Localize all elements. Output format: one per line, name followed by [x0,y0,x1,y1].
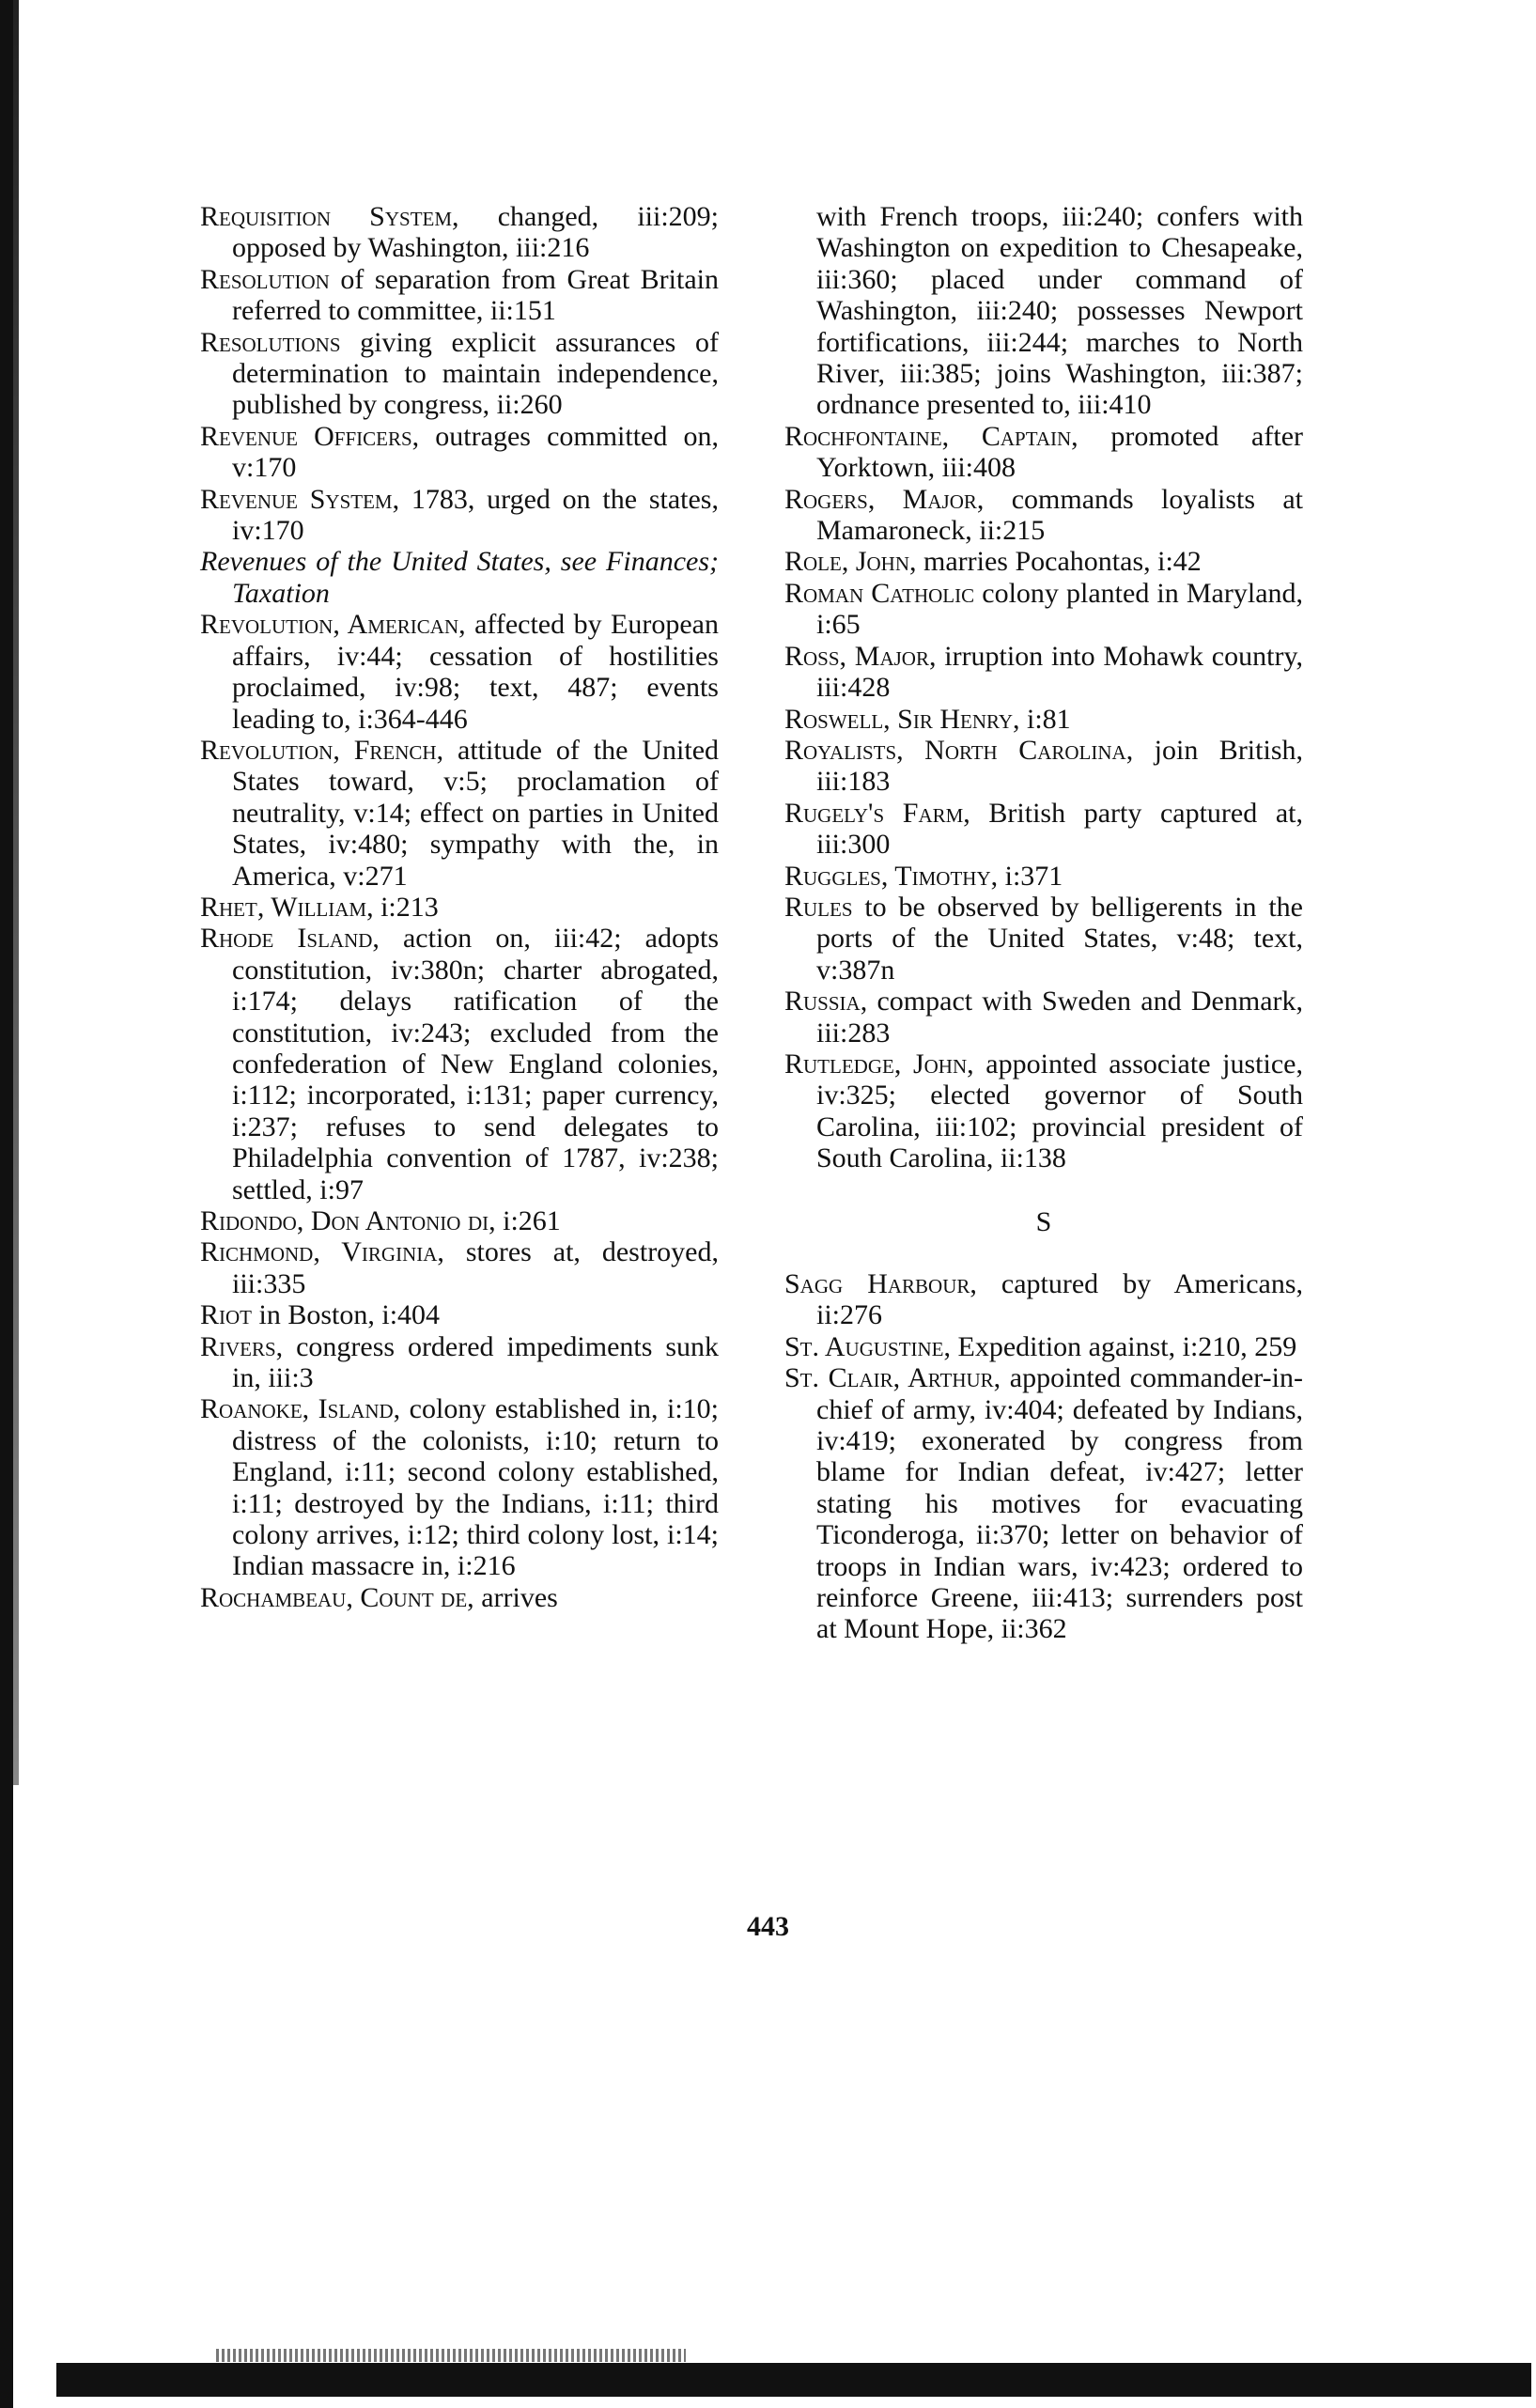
entry-heading: Requisition System, [200,201,459,232]
entry-heading: Revenue System, [200,483,400,515]
index-entry [200,1331,719,1394]
index-entry [784,798,1303,861]
entry-heading: Revolution, American, [200,609,466,641]
index-entry [200,264,719,327]
index-entry [784,735,1303,798]
entry-heading: Royalists, North Carolina, [784,734,1134,766]
index-entry [784,704,1303,735]
scan-edge-bottom [56,2363,1531,2397]
entry-text: colony established in, i:10; distress of the colonists, i:10; return to England, i:11; second colony established, i:11; destroyed by the Indians, i:11; third colony arrives, i:12; third colony lost, i:14; Indian massacre in, i:216 [232,1393,719,1582]
entry-heading: Ridondo, Don Antonio di, [200,1205,496,1236]
entry-text: of separation from Great Britain referred to committee, ii:151 [232,263,719,327]
entry-heading: Rhode Island, [200,923,380,955]
index-entry [200,1299,719,1330]
scan-edge-left [0,0,13,2408]
index-entry [784,484,1303,547]
entry-heading: Rugely's Farm, [784,797,970,829]
entry-heading: Roswell, Sir Henry, [784,703,1020,735]
entry-text: in Boston, i:404 [252,1299,441,1331]
entry-heading: Richmond, Virginia, [200,1236,444,1268]
entry-text: stores at, destroyed, iii:335 [232,1236,720,1299]
scan-edge-shadow [13,0,19,1785]
entry-text: i:371 [998,860,1063,892]
index-entry [784,1331,1303,1362]
entry-heading: Resolution [200,263,330,295]
index-entry [784,986,1303,1049]
index-entry [784,1049,1303,1174]
entry-heading: Rules [784,891,853,923]
entry-text: compact with Sweden and Denmark, iii:283 [816,986,1303,1049]
page-number: 443 [747,1911,789,1942]
section-heading: S [1035,1205,1052,1237]
entry-text: i:213 [373,891,439,923]
index-entry [784,1268,1303,1331]
index-entry [200,1393,719,1581]
index-entry [784,421,1303,484]
entry-heading: Roman Catholic [784,577,975,609]
entry-heading: Roanoke, Island, [200,1393,401,1425]
entry-text: Revenues of the United States, see Finances; Taxation [200,546,719,609]
entry-text: colony planted in Maryland, i:65 [816,577,1304,641]
index-entry [784,861,1303,892]
index-entry [200,327,719,421]
index-entry [200,421,719,484]
entry-text: congress ordered impediments sunk in, iii:3 [232,1330,719,1394]
continued-entry: with French troops, iii:240; confers with Washington on expedition to Chesapeake, iii:360; placed under command of Washington, iii:240; possesses Newport fortifications, iii:244; marches to North River, iii:385; joins Washington, iii:387; ordnance presented to, iii:410 [816,201,1303,421]
index-entry [784,641,1303,704]
right-entries [784,421,1303,1174]
entry-text: Expedition against, i:210, 259 [951,1330,1297,1362]
entry-heading: Rochfontaine, Captain, [784,420,1078,452]
entry-heading: Riot [200,1299,252,1331]
index-entry [200,735,719,892]
index-entry [200,201,719,264]
entry-text: join British, iii:183 [816,734,1303,798]
index-entry [784,546,1303,577]
entry-heading: Revenue Officers, [200,420,420,452]
entry-text: giving explicit assurances of determination to maintain independence, published by congress, ii:260 [232,326,719,421]
entry-heading: St. Clair, Arthur, [784,1362,1001,1394]
index-entry [200,546,719,609]
entry-heading: Russia, [784,986,868,1018]
scan-artifact [216,2349,686,2362]
index-entry [200,892,719,923]
entry-heading: Rhet, William, [200,891,374,923]
entry-heading: Rutledge, John, [784,1048,974,1080]
index-entry [200,609,719,735]
entry-text: outrages committed on, v:170 [232,420,720,484]
entry-text: British party captured at, iii:300 [816,797,1303,861]
entry-text: marries Pocahontas, i:42 [916,546,1202,578]
entry-text: attitude of the United States toward, v:5; proclamation of neutrality, v:14; effect on parties in United States, iv:480; sympathy with the, in America, v:271 [232,734,720,892]
index-entry [200,484,719,547]
entry-heading: St. Augustine, [784,1330,952,1362]
entry-text: changed, iii:209; opposed by Washington, iii:216 [232,201,720,264]
entry-heading: Resolutions [200,326,341,358]
entry-text: 1783, urged on the states, iv:170 [232,483,719,547]
entry-text: arrives [473,1581,558,1613]
index-entry [784,578,1303,641]
entry-text: irruption into Mohawk country, iii:428 [816,640,1303,704]
entry-text: i:81 [1019,703,1071,735]
entry-text: promoted after Yorktown, iii:408 [816,420,1304,484]
entry-heading: Rochambeau, Count de, [200,1581,474,1613]
index-entry [200,1236,719,1299]
entry-text: appointed associate justice, iv:325; elected governor of South Carolina, iii:102; provincial president of South Carolina, ii:138 [816,1048,1303,1174]
entry-heading: Role, John, [784,546,917,578]
entry-heading: Rogers, Major, [784,483,985,515]
left-column [200,201,719,1613]
entry-heading: Ruggles, Timothy, [784,860,999,892]
entry-text: appointed commander-in-chief of army, iv:404; defeated by Indians, iv:419; exonerated by congress from blame for Indian defeat, iv:427; letter stating his motives for evacuating Ticonderoga, ii:370; letter on behavior of troops in Indian wars, iv:423; ordered to reinforce Greene, iii:413; surrenders post at Mount Hope, ii:362 [816,1362,1303,1645]
index-entry [784,892,1303,986]
entry-text: commands loyalists at Mamaroneck, ii:215 [816,483,1303,547]
entry-heading: Revolution, French, [200,734,444,766]
entry-text: captured by Americans, ii:276 [816,1268,1303,1331]
index-entry [200,1582,719,1613]
right-column [784,201,1303,1645]
entry-text: i:261 [495,1205,561,1236]
index-entry [784,1362,1303,1645]
entry-text: affected by European affairs, iv:44; cessation of hostilities proclaimed, iv:98; text, 487; events leading to, i:364-446 [232,609,719,735]
entry-text: action on, iii:42; adopts constitution, iv:380n; charter abrogated, i:174; delays ratification of the constitution, iv:243; excluded from the confederation of New England colonies, i:112; incorporated, i:131; paper currency, i:237; refuses to send delegates to Philadelphia convention of 1787, iv:238; settled, i:97 [232,923,719,1205]
index-entry [200,923,719,1205]
entry-text: to be observed by belligerents in the ports of the United States, v:48; text, v:387n [816,891,1303,986]
entry-heading: Rivers, [200,1330,284,1362]
entry-heading: Sagg Harbour, [784,1268,977,1299]
index-entry [200,1205,719,1236]
right-entries-s [784,1268,1303,1645]
entry-heading: Ross, Major, [784,640,937,672]
